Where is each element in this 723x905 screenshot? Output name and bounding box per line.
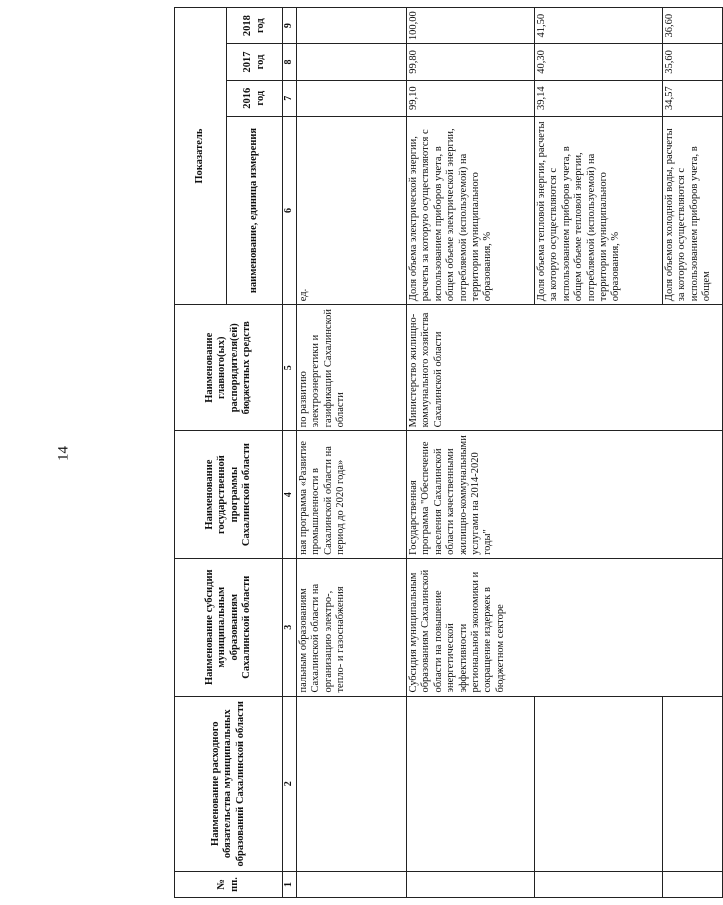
cell-2016: 39,14 bbox=[535, 80, 663, 116]
cell-obligation bbox=[407, 696, 535, 871]
cell-administrator: по развитию электроэнергетики и газификации Сахалинской области bbox=[297, 305, 407, 431]
header-program: Наименование государственной программы Сахалинской области bbox=[175, 431, 283, 559]
cell-number bbox=[535, 871, 663, 897]
col-number-6: 6 bbox=[283, 116, 297, 304]
cell-administrator: Министерство жилищно-коммунального хозяйства Сахалинской области bbox=[407, 305, 723, 431]
cell-2017 bbox=[297, 44, 407, 80]
page-number: 14 bbox=[55, 446, 72, 461]
cell-subsidy: Субсидия муниципальным образованиям Сахалинской области на повышение энергетической эффективности региональной экономики и сокращение издержек в бюджетном секторе bbox=[407, 558, 723, 696]
cell-2017: 35,60 bbox=[663, 44, 723, 80]
cell-indicator: Доля объема тепловой энергии, расчеты за которую осуществляются с использованием приборов учета, в общем объеме тепловой энергии, потребляемой (используемой) на территории муниципального образования, % bbox=[535, 116, 663, 304]
cell-2016: 34,57 bbox=[663, 80, 723, 116]
col-number-4: 4 bbox=[283, 431, 297, 559]
header-number: № пп. bbox=[175, 871, 283, 897]
cell-number bbox=[297, 871, 407, 897]
subsidy-table bbox=[174, 7, 723, 898]
cell-obligation bbox=[297, 696, 407, 871]
col-number-2: 2 bbox=[283, 696, 297, 871]
cell-program: ная программа «Развитие промышленности в Сахалинской области на период до 2020 года» bbox=[297, 431, 407, 559]
header-subsidy: Наименование субсидии муниципальным образованиям Сахалинской области bbox=[175, 558, 283, 696]
cell-indicator: ед. bbox=[297, 116, 407, 304]
col-number-1: 1 bbox=[283, 871, 297, 897]
cell-obligation bbox=[663, 696, 723, 871]
col-number-8: 8 bbox=[283, 44, 297, 80]
header-administrator: Наименование главного(ых) распорядителя(ей) бюджетных средств bbox=[175, 305, 283, 431]
header-year-2017: 2017 год bbox=[227, 44, 283, 80]
cell-2016: 99,10 bbox=[407, 80, 535, 116]
col-number-5: 5 bbox=[283, 305, 297, 431]
cell-indicator: Доля объемов холодной воды, расчеты за которую осуществляются с использованием приборов учета, в общем bbox=[663, 116, 723, 304]
cell-obligation bbox=[535, 696, 663, 871]
cell-2016 bbox=[297, 80, 407, 116]
header-indicator: Показатель bbox=[175, 8, 227, 305]
cell-2018: 36,60 bbox=[663, 8, 723, 44]
cell-number bbox=[407, 871, 535, 897]
table-row bbox=[407, 8, 535, 898]
cell-number bbox=[663, 871, 723, 897]
cell-2018: 41,50 bbox=[535, 8, 663, 44]
header-indicator-name: наименование, единица измерения bbox=[227, 116, 283, 304]
cell-2018: 100,00 bbox=[407, 8, 535, 44]
cell-program: Государственная программа "Обеспечение населения Сахалинской области качественными жилищно-коммунальными услугами на 2014-2020 годы" bbox=[407, 431, 723, 559]
col-number-9: 9 bbox=[283, 8, 297, 44]
header-year-2018: 2018 год bbox=[227, 8, 283, 44]
cell-2017: 40,30 bbox=[535, 44, 663, 80]
header-obligation: Наименование расходного обязательства муниципальных образований Сахалинской области bbox=[175, 696, 283, 871]
col-number-7: 7 bbox=[283, 80, 297, 116]
table-row bbox=[297, 8, 407, 898]
cell-2017: 99,80 bbox=[407, 44, 535, 80]
header-year-2016: 2016 год bbox=[227, 80, 283, 116]
cell-indicator: Доля объема электрической энергии, расчеты за которую осуществляются с использованием приборов учета, в общем объеме электрической энергии, потребляемой (используемой) на территории муниципального образования, % bbox=[407, 116, 535, 304]
col-number-3: 3 bbox=[283, 558, 297, 696]
cell-subsidy: пальным образованиям Сахалинской области на организацию электро-, тепло- и газоснабжения bbox=[297, 558, 407, 696]
cell-2018 bbox=[297, 8, 407, 44]
